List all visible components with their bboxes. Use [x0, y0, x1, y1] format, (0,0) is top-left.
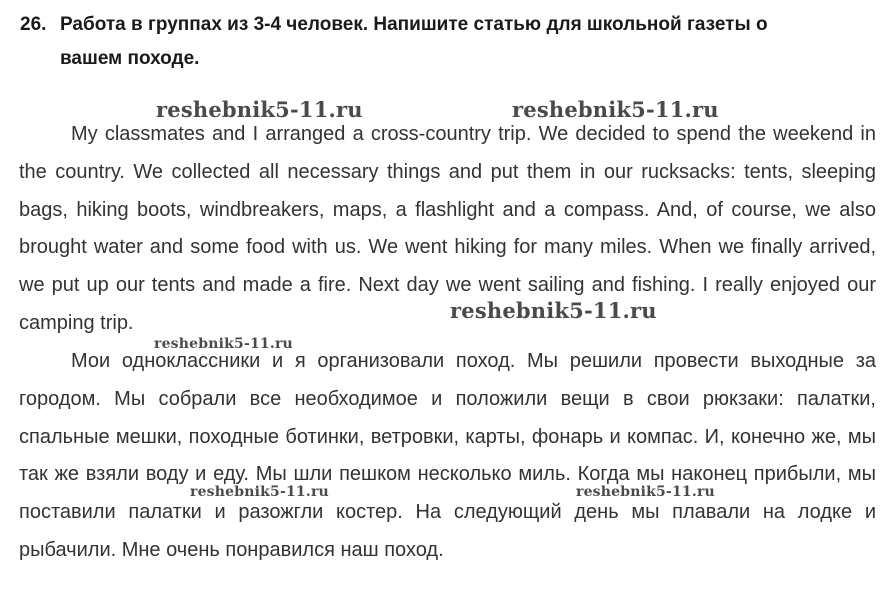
russian-paragraph: Мои одноклассники и я организовали поход. Мы решили провести выходные за городом. Мы собрали все необходимое и положили вещи в свои рюкзаки: палатки, спальные мешки, походные ботинки, ветровки, карты, фонарь и компас. И, конечно же, мы так же взяли воду и еду. Мы шли пешком несколько миль. Когда мы наконец прибыли, мы поставили палатки и разожгли костер. На следующий день мы плавали на лодке и рыбачили. Мне очень понравился наш поход. [19, 350, 876, 561]
watermark-middle: reshebnik5-11.ru [450, 298, 657, 323]
task-instruction-line-2: вашем походе. [60, 48, 200, 69]
task-number: 26. [20, 14, 47, 35]
watermark-top-left: reshebnik5-11.ru [156, 97, 363, 122]
watermark-small-right-lower: reshebnik5-11.ru [576, 484, 715, 500]
watermark-small-left-lower: reshebnik5-11.ru [190, 484, 329, 500]
watermark-top-right: reshebnik5-11.ru [512, 97, 719, 122]
watermark-small-left-upper: reshebnik5-11.ru [154, 336, 293, 352]
task-header [20, 8, 880, 76]
task-header-line-1 [20, 8, 880, 42]
english-paragraph: My classmates and I arranged a cross-country trip. We decided to spend the weekend in the country. We collected all necessary things and put them in our rucksacks: tents, sleeping bags, hiking boots, windbreakers, maps, a flashlight and a compass. And, of course, we also brought water and some food with us. We went hiking for many miles. When we finally arrived, we put up our tents and made a fire. Next day we went sailing and fishing. I really enjoyed our camping trip. [19, 123, 876, 334]
task-instruction-line-1: Работа в группах из 3-4 человек. Напишите статью для школьной газеты о [60, 14, 768, 35]
